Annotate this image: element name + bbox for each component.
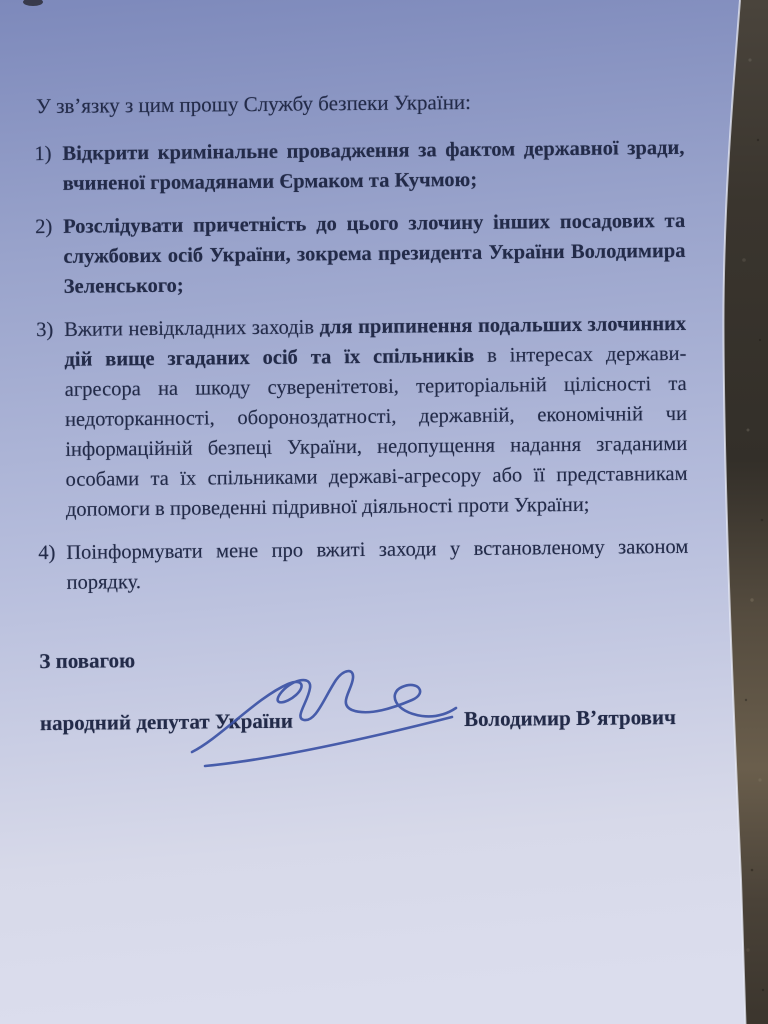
signer-name: Володимир В’ятрович bbox=[463, 704, 677, 732]
item-number: 4) bbox=[38, 541, 56, 565]
list-item-1 bbox=[34, 133, 685, 199]
signer-title: народний депутат України bbox=[39, 708, 294, 736]
item-text-regular: Вжити невідкладних заходів bbox=[64, 316, 320, 341]
item-text: Поінформувати мене про вжиті заходи у встановленому законом порядку. bbox=[66, 535, 689, 594]
closing-salutation: З повагою bbox=[39, 648, 136, 674]
list-item-2 bbox=[35, 206, 686, 302]
intro-line: У зв’язку з цим прошу Службу безпеки України: bbox=[35, 89, 472, 119]
item-number: 1) bbox=[34, 142, 52, 166]
list-item-3 bbox=[36, 309, 688, 525]
item-text bbox=[64, 309, 688, 525]
signature-block bbox=[40, 702, 690, 738]
item-number: 2) bbox=[35, 215, 53, 239]
letter-body bbox=[33, 0, 690, 738]
item-text: Розслідувати причетність до цього злочину інших посадових та службових осіб України, зокрема президента України Володимира Зеленського; bbox=[63, 209, 686, 298]
item-text-regular: в інтересах держави-агресора на шкоду суверенітетові, територіальній цілісності та недоторканності, обороноздатності, державній, економічній чи інформаційній безпеці України, недопущення надання згаданими особами та їх спільниками державі-агресору або її представникам допомоги в проведенні підривної діяльності проти України; bbox=[64, 342, 688, 521]
item-text: Відкрити кримінальне провадження за фактом державної зради, вчиненої громадянами Єрмаком та Кучмою; bbox=[62, 136, 685, 195]
list-item-4 bbox=[38, 532, 689, 598]
item-number: 3) bbox=[36, 318, 54, 342]
item-text-bold: для припинення подальших злочинних дій вище згаданих осіб та їх спільників bbox=[64, 312, 687, 371]
